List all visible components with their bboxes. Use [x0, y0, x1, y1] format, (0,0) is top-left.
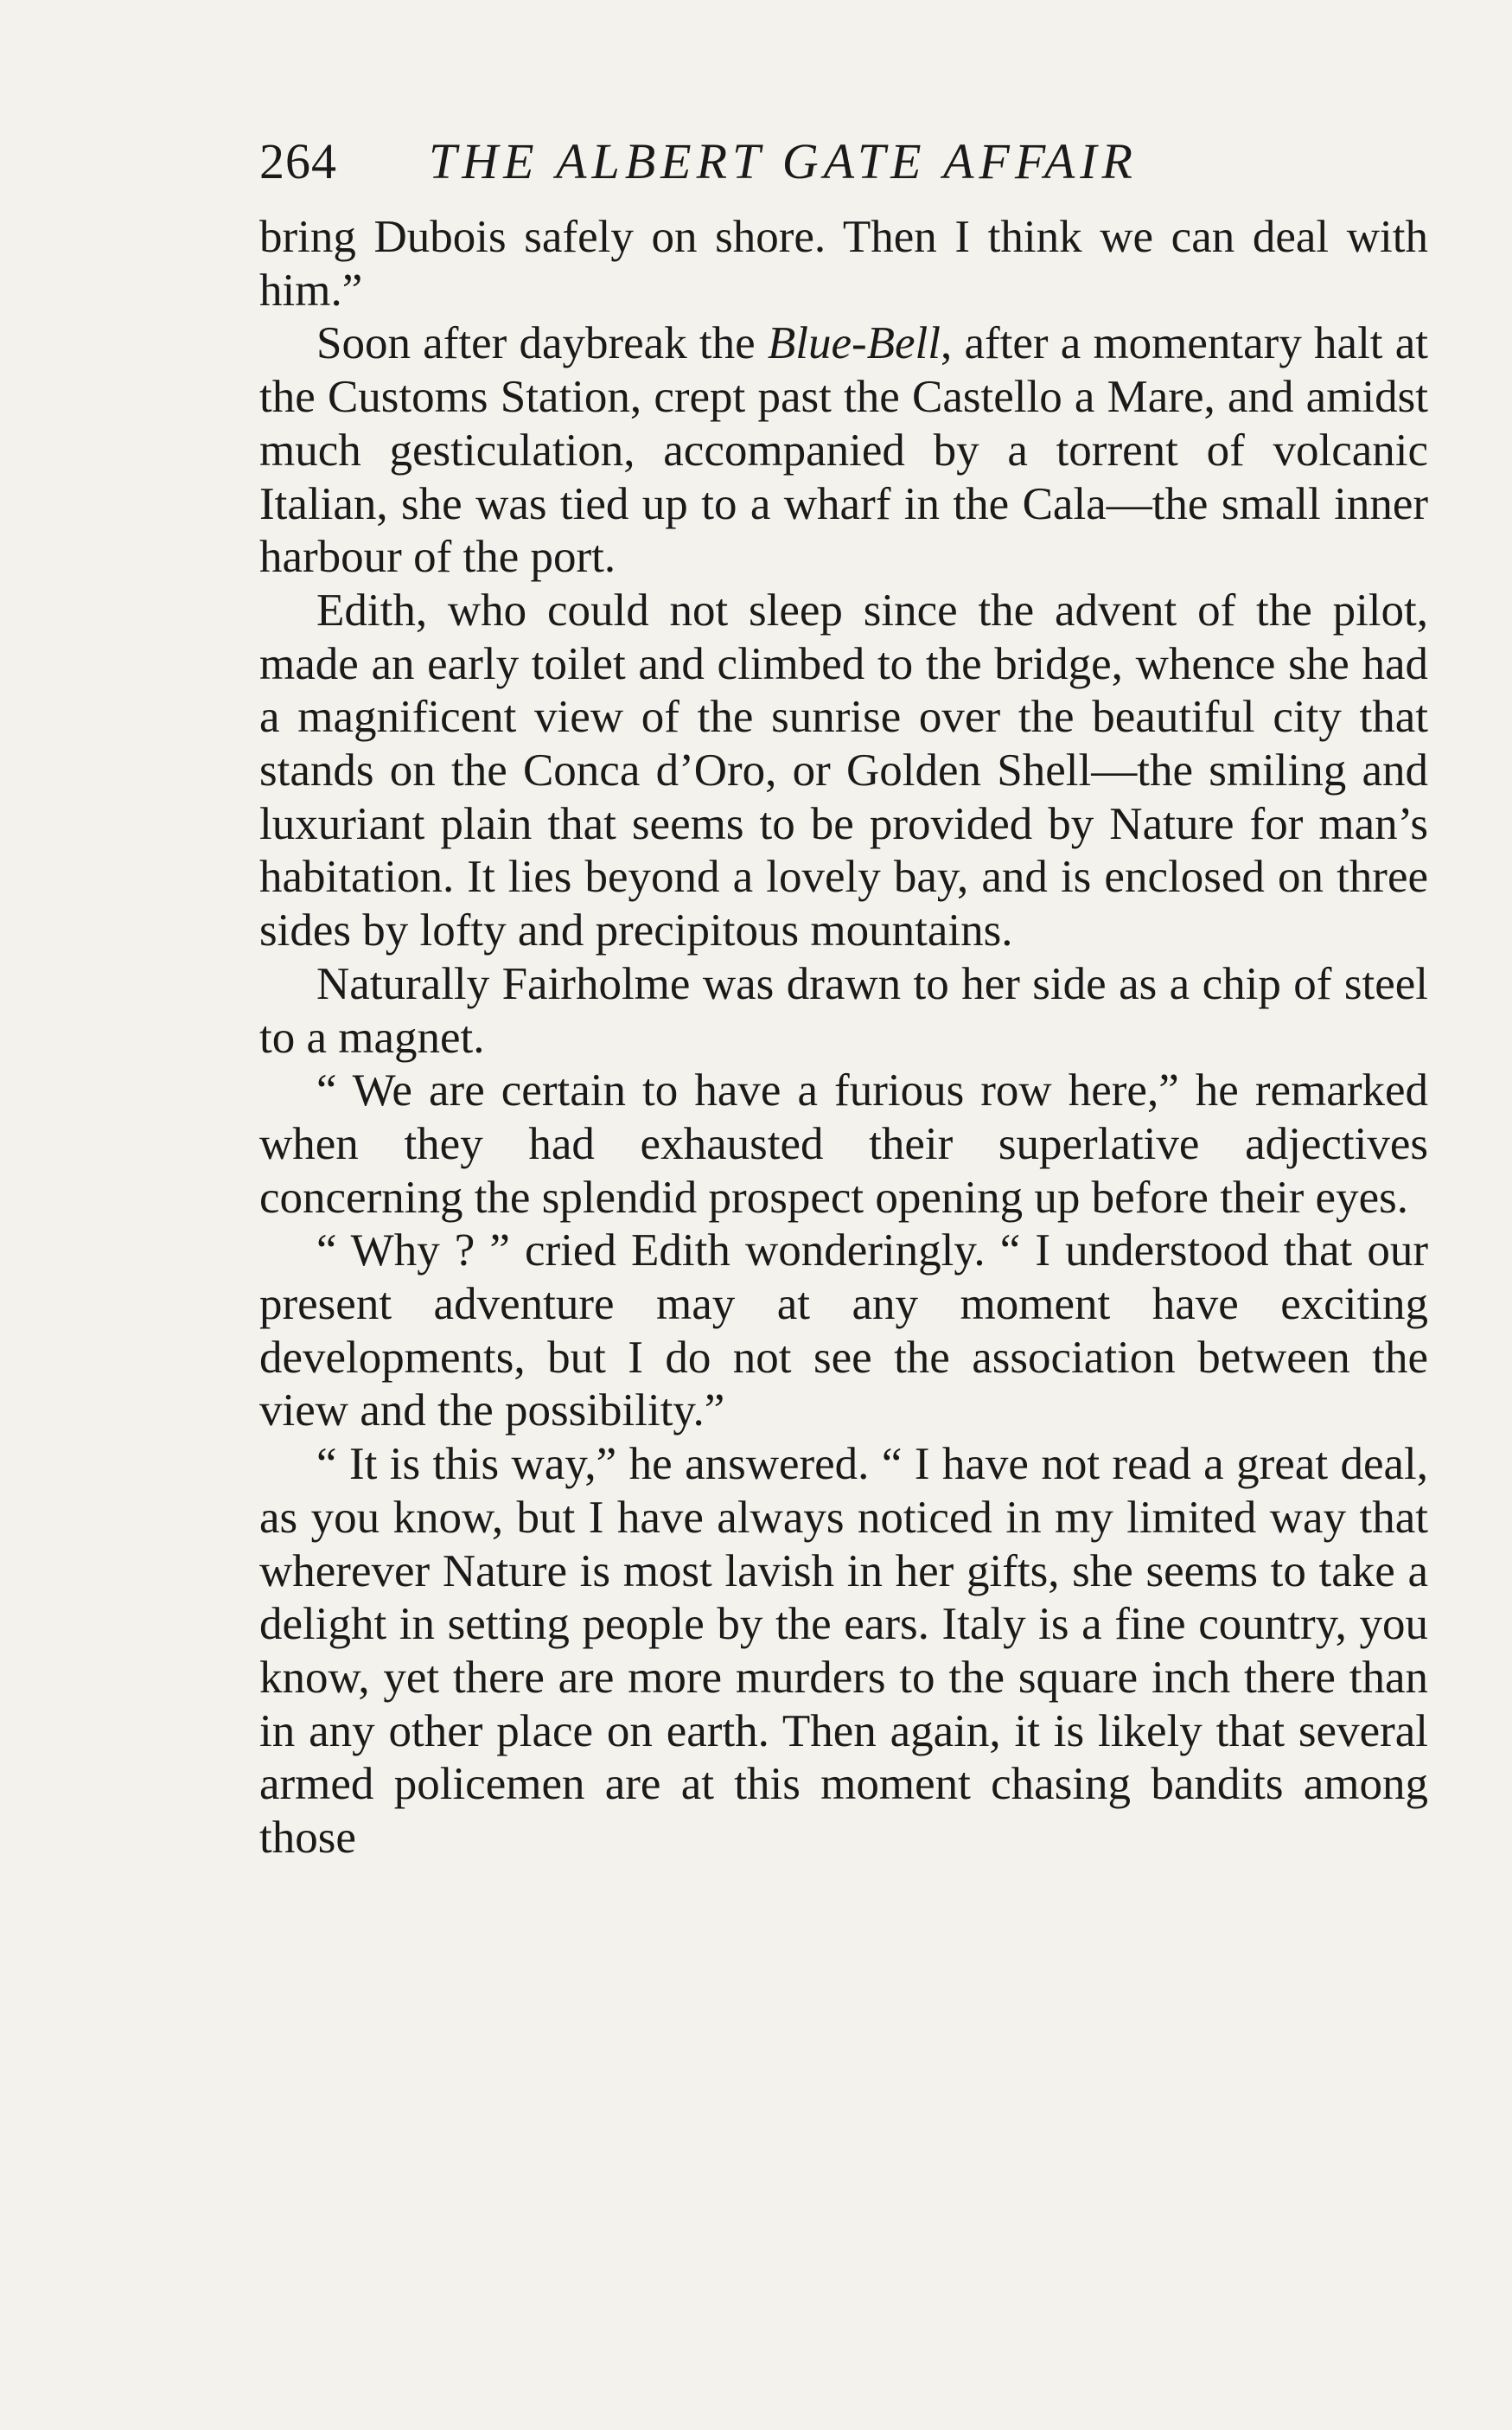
- paragraph-arrival: [259, 317, 1428, 585]
- body-text: [259, 211, 1428, 1865]
- book-page: [259, 131, 1428, 1865]
- ship-name: Blue-Bell: [767, 318, 941, 369]
- paragraph-continued: bring Dubois safely on shore. Then I think we can deal with him.”: [259, 212, 1428, 316]
- paragraph-text: Soon after daybreak the: [316, 318, 768, 369]
- page-number: 264: [259, 133, 337, 189]
- paragraph-dialogue: “ Why ? ” cried Edith wonderingly. “ I understood that our present adventure may at any moment have exciting developments, but I do not see the association between the view and the possibility.”: [259, 1225, 1428, 1436]
- paragraph-dialogue: “ It is this way,” he answered. “ I have not read a great deal, as you know, but I have always noticed in my limited way that wherever Nature is most lavish in her gifts, she seems to take a delight in setting people by the ears. Italy is a fine country, you know, yet there are more murders to the square inch there than in any other place on earth. Then again, it is likely that several armed policemen are at this moment chasing bandits among those: [259, 1439, 1428, 1864]
- paragraph-fairholme: Naturally Fairholme was drawn to her side as a chip of steel to a magnet.: [259, 958, 1428, 1063]
- running-head: [259, 131, 1428, 192]
- running-title: THE ALBERT GATE AFFAIR: [429, 133, 1138, 189]
- paragraph-dialogue: “ We are certain to have a furious row here,” he remarked when they had exhausted their superlative adjectives concerning the splendid prospect opening up before their eyes.: [259, 1065, 1428, 1223]
- paragraph-edith-view: Edith, who could not sleep since the advent of the pilot, made an early toilet and climbed to the bridge, whence she had a magnificent view of the sunrise over the beautiful city that stands on the Conca d’Oro, or Golden Shell—the smiling and luxuriant plain that seems to be provided by Nature for man’s habitation. It lies beyond a lovely bay, and is enclosed on three sides by lofty and precipitous mountains.: [259, 585, 1428, 956]
- paragraph-text: , after a momentary halt at the Customs Station, crept past the Castello a Mare, and amidst much gesticulation, accompanied by a torrent of volcanic Italian, she was tied up to a wharf in the Cala—the small inner harbour of the port.: [259, 318, 1428, 583]
